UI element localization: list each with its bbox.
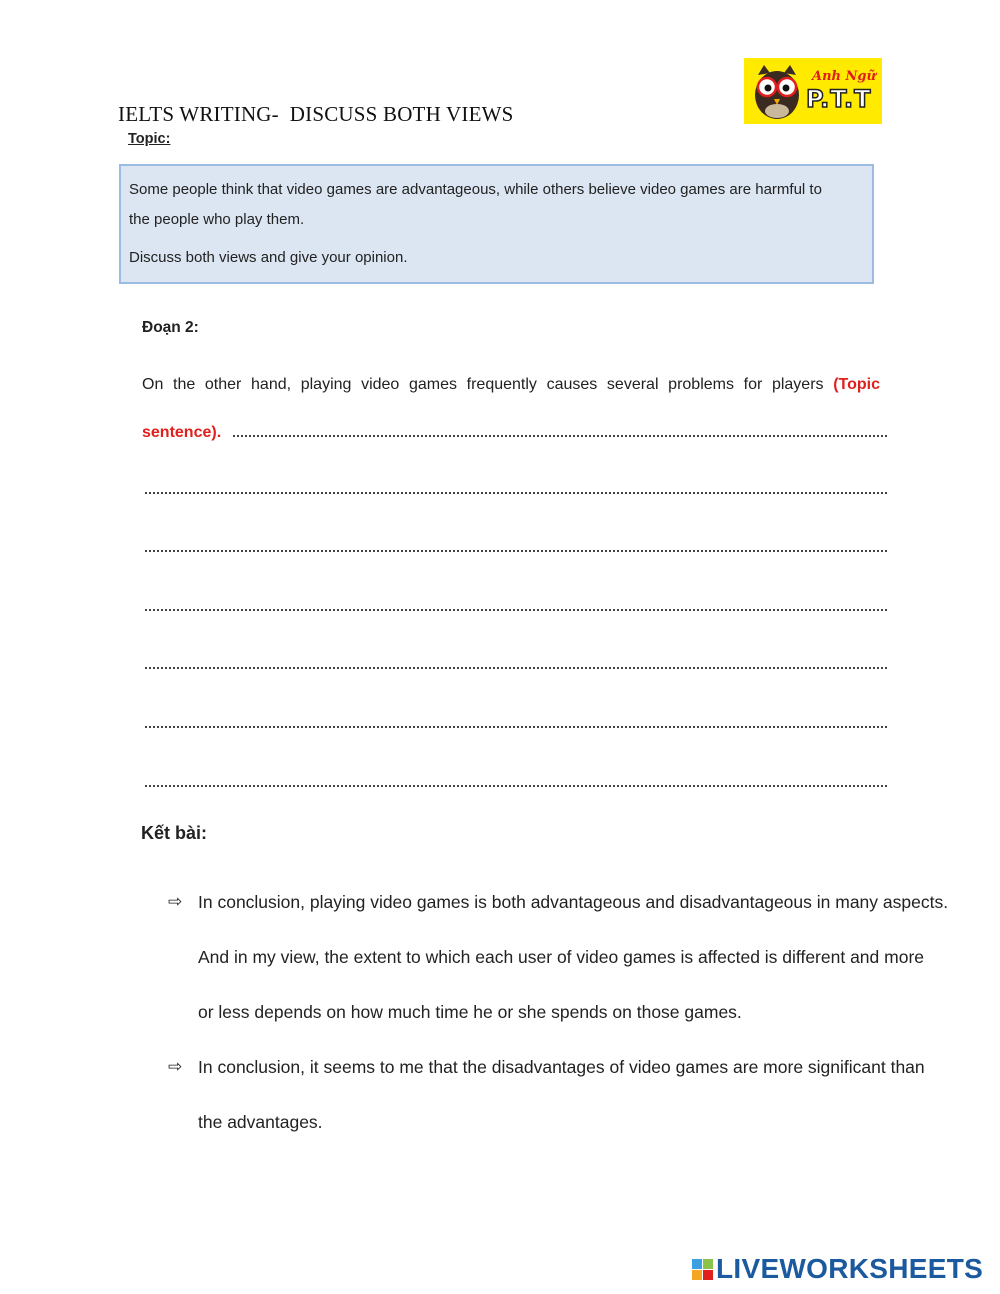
paragraph-2-label: Đoạn 2:: [142, 319, 199, 336]
answer-line-4[interactable]: [145, 667, 887, 669]
topic-label: Topic:: [128, 131, 171, 147]
liveworksheets-logo-icon: [692, 1259, 713, 1280]
topic-text: [129, 175, 864, 235]
topic-sentence-line-1: [142, 376, 880, 394]
topic-box: [119, 164, 874, 284]
arrow-right-icon: ⇨: [168, 892, 183, 911]
conclusion-label: Kết bài:: [141, 823, 208, 843]
answer-line-5[interactable]: [145, 726, 887, 728]
conclusion-option-2-line: the advantages.: [198, 1112, 323, 1132]
topic-instruction: Discuss both views and give your opinion.: [129, 249, 408, 266]
answer-line-0[interactable]: [233, 422, 887, 437]
topic-line-2: the people who play them.: [129, 211, 305, 228]
logo-bottom-text: P.T.T: [806, 85, 872, 113]
answer-line-1[interactable]: [145, 492, 887, 494]
logo-top-text: Anh Ngữ: [812, 69, 876, 84]
conclusion-option-1-line: In conclusion, playing video games is both advantageous and disadvantageous in many aspects.: [198, 892, 949, 912]
liveworksheets-brand: [692, 1253, 983, 1285]
topic-sentence-line-2: [142, 422, 887, 442]
topic-sentence-text: On the other hand, playing video games frequently causes several problems for players: [142, 376, 834, 393]
logo-anh-ngu-ptt: [744, 58, 882, 124]
answer-line-3[interactable]: [145, 609, 887, 611]
topic-sentence-hint-start: (Topic: [833, 376, 880, 393]
arrow-right-icon: ⇨: [168, 1057, 183, 1076]
topic-line-1: Some people think that video games are advantageous, while others believe video games are harmful to: [129, 181, 822, 198]
conclusion-option-1-line: or less depends on how much time he or she spends on those games.: [198, 1002, 742, 1022]
topic-sentence-hint-end: sentence).: [142, 424, 222, 441]
liveworksheets-text: LIVEWORKSHEETS: [716, 1253, 984, 1284]
conclusion-option-2-line: In conclusion, it seems to me that the disadvantages of video games are more significant than: [198, 1057, 925, 1077]
document-title: IELTS WRITING- DISCUSS BOTH VIEWS: [118, 102, 514, 126]
answer-line-2[interactable]: [145, 550, 887, 552]
conclusion-option-1-line: And in my view, the extent to which each user of video games is affected is different and more: [198, 947, 925, 967]
owl-icon: [750, 61, 804, 121]
answer-line-6[interactable]: [145, 785, 887, 787]
